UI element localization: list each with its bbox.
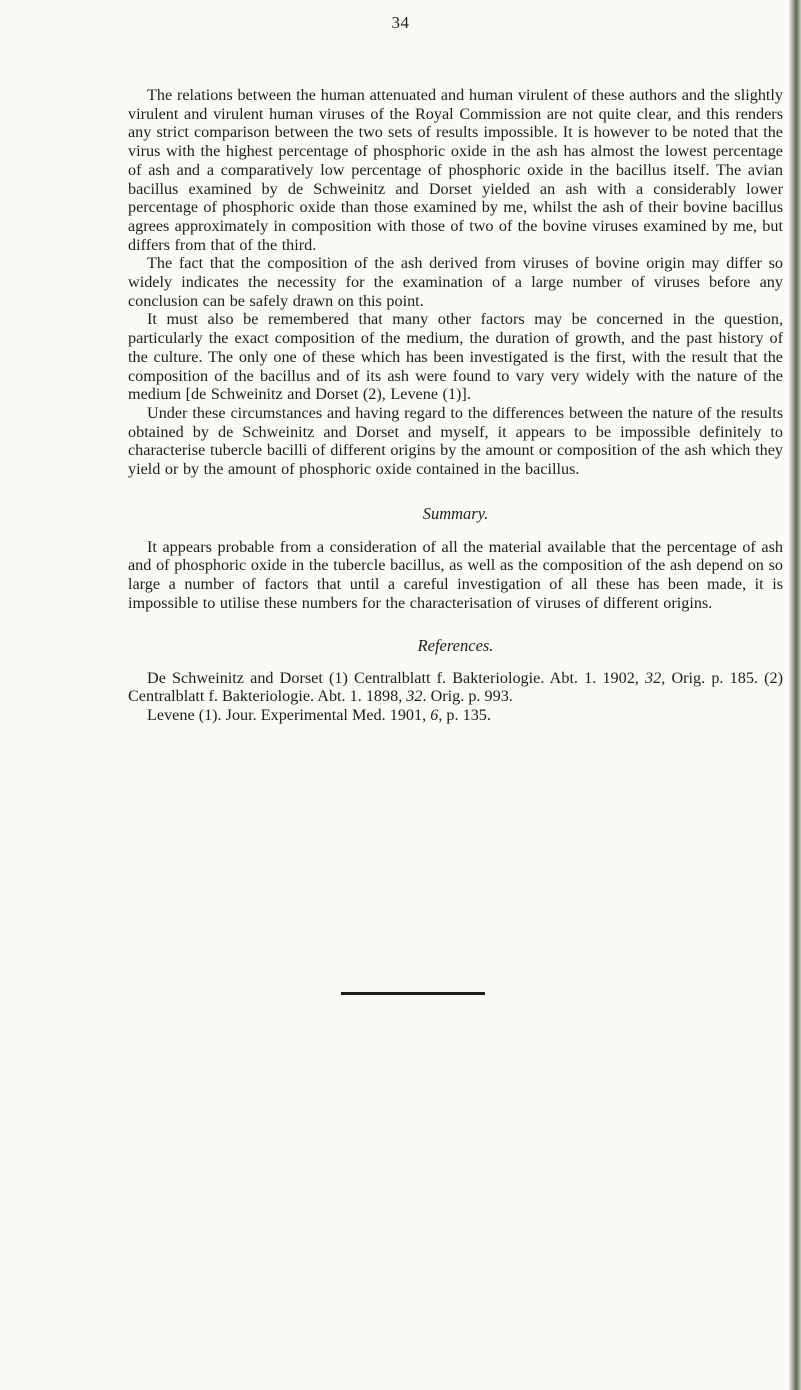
summary-heading: Summary.: [422, 503, 489, 523]
page-number: 34: [391, 13, 410, 32]
body-text: [128, 86, 783, 725]
ref-2-label: (1).: [198, 705, 222, 724]
references-heading: References.: [417, 635, 494, 655]
page-edge-shadow: [789, 0, 801, 1390]
ref-1-pages-2: . Orig. p. 993.: [422, 687, 513, 706]
paragraph-1: The relations between the human attenuated and human virulent of these authors and the slightly virulent and virulent human viruses of the Royal Commission are not quite clear, and this renders any strict comparison between the two sets of results impossible. It is however to be noted that the virus with the highest percentage of phosphoric oxide in the ash has almost the lowest percentage of ash and a comparatively low percentage of phosphoric oxide in the bacillus itself. The avian bacillus examined by de Schweinitz and Dorset yielded an ash with a considerably lower percentage of phosphoric oxide than those examined by me, whilst the ash of their bovine bacillus agrees approximately in composition with those of two of the bovine viruses examined by me, but differs from that of the third.: [128, 86, 783, 254]
ref-2-pages: , p. 135.: [438, 705, 491, 724]
reference-1: [128, 669, 783, 706]
end-rule: [341, 992, 485, 995]
ref-1-volume-2: 32: [406, 687, 423, 706]
ref-1-label-1: (1): [329, 668, 348, 687]
ref-1-authors: De Schweinitz and Dorset: [147, 668, 323, 687]
paragraph-4: Under these circumstances and having regard to the differences between the nature of the results obtained by de Schweinitz and Dorset and myself, it appears to be impossible definitely to characterise tubercle bacilli of different origins by the amount or composition of the ash which they yield or by the amount of phosphoric oxide contained in the bacillus.: [128, 403, 783, 479]
summary-text: It appears probable from a consideration of all the material available that the percentage of ash and of phosphoric oxide in the tubercle bacillus, as well as the composition of the ash depend on so large a number of factors that until a careful investigation of all these has been made, it is impossible to utilise these numbers for the characterisation of viruses of different origins.: [128, 537, 783, 612]
ref-1-journal-1: Centralblatt f. Bakteriologie. Abt. 1. 1902,: [354, 668, 639, 687]
ref-1-pages-1: , Orig. p. 185.: [661, 668, 758, 687]
ref-1-volume-1: 32: [645, 668, 662, 687]
ref-2-volume: 6: [430, 705, 439, 724]
ref-2-journal: Jour. Experimental Med. 1901,: [225, 705, 427, 724]
paragraph-2: The fact that the composition of the ash derived from viruses of bovine origin may differ so widely indicates the necessity for the examination of a large number of viruses before any conclusion can be safely drawn on this point.: [128, 254, 783, 310]
paragraph-3: It must also be remembered that many other factors may be concerned in the question, particularly the exact composition of the medium, the duration of growth, and the past history of the culture. The only one of these which has been investigated is the first, with the result that the composition of the bacillus and of its ash were found to vary very widely with the nature of the medium [de Schweinitz and Dorset (2), Levene (1)].: [128, 310, 783, 404]
ref-2-authors: Levene: [147, 705, 195, 724]
reference-2: [128, 706, 783, 725]
ref-1-journal-2: Centralblatt f. Bakteriologie. Abt. 1. 1898,: [128, 687, 403, 706]
ref-1-label-2: (2): [764, 668, 784, 687]
